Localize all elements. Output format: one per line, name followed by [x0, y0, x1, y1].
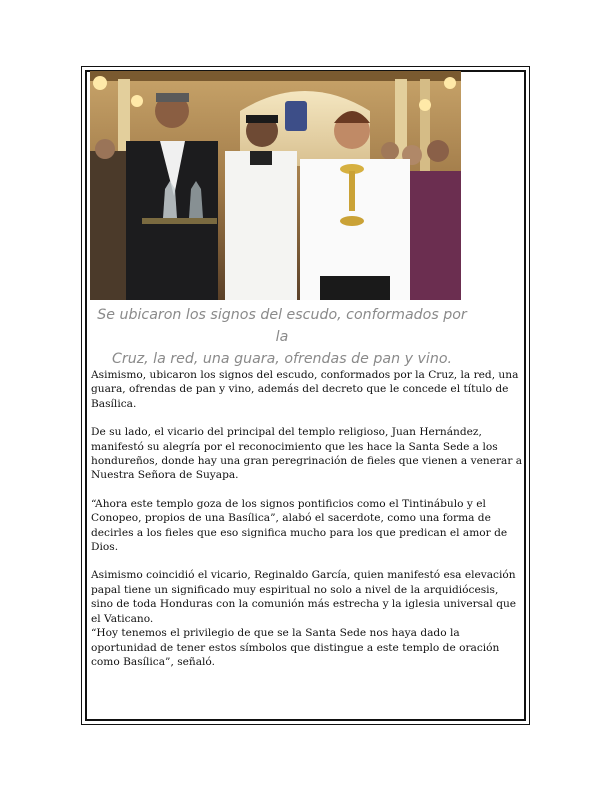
- paragraph-3: “Ahora este templo goza de los signos pontificios como el Tintinábulo y el Conopeo, propios de una Basílica”, alabó el sacerdote, como una forma de decirles a los fieles que eso significa mucho para los que predican el amor de Dios.: [91, 497, 508, 554]
- article-body: [91, 368, 523, 683]
- paragraph-4: Asimismo coincidió el vicario, Reginaldo García, quien manifestó esa elevación papal tiene un significado muy espiritual no solo a nivel de la arquidiócesis, sino de toda Honduras con la comunión más estrecha y la iglesia universal que el Vaticano.: [91, 569, 517, 625]
- paragraph-2: De su lado, el vicario del principal del templo religioso, Juan Hernández, manifestó su alegría por el reconocimiento que les hace la Santa Sede a los hondureños, donde hay una gran peregrinación de fieles que vienen a venerar a Nuestra Señora de Suyapa.: [91, 426, 523, 482]
- paragraph-1: Asimismo, ubicaron los signos del escudo, conformados por la Cruz, la red, una guara, ofrendas de pan y vino, además del decreto que le concede el título de Basílica.: [91, 369, 519, 410]
- photo-caption: [92, 304, 472, 370]
- procession-photo: [90, 71, 461, 300]
- paragraph-5: “Hoy tenemos el privilegio de que se la Santa Sede nos haya dado la oportunidad de tener estos símbolos que distingue a este templo de oración como Basílica”, señaló.: [91, 627, 500, 668]
- caption-line-2: Cruz, la red, una guara, ofrendas de pan y vino.: [111, 351, 453, 367]
- caption-line-1: Se ubicaron los signos del escudo, conformados por la: [97, 307, 467, 345]
